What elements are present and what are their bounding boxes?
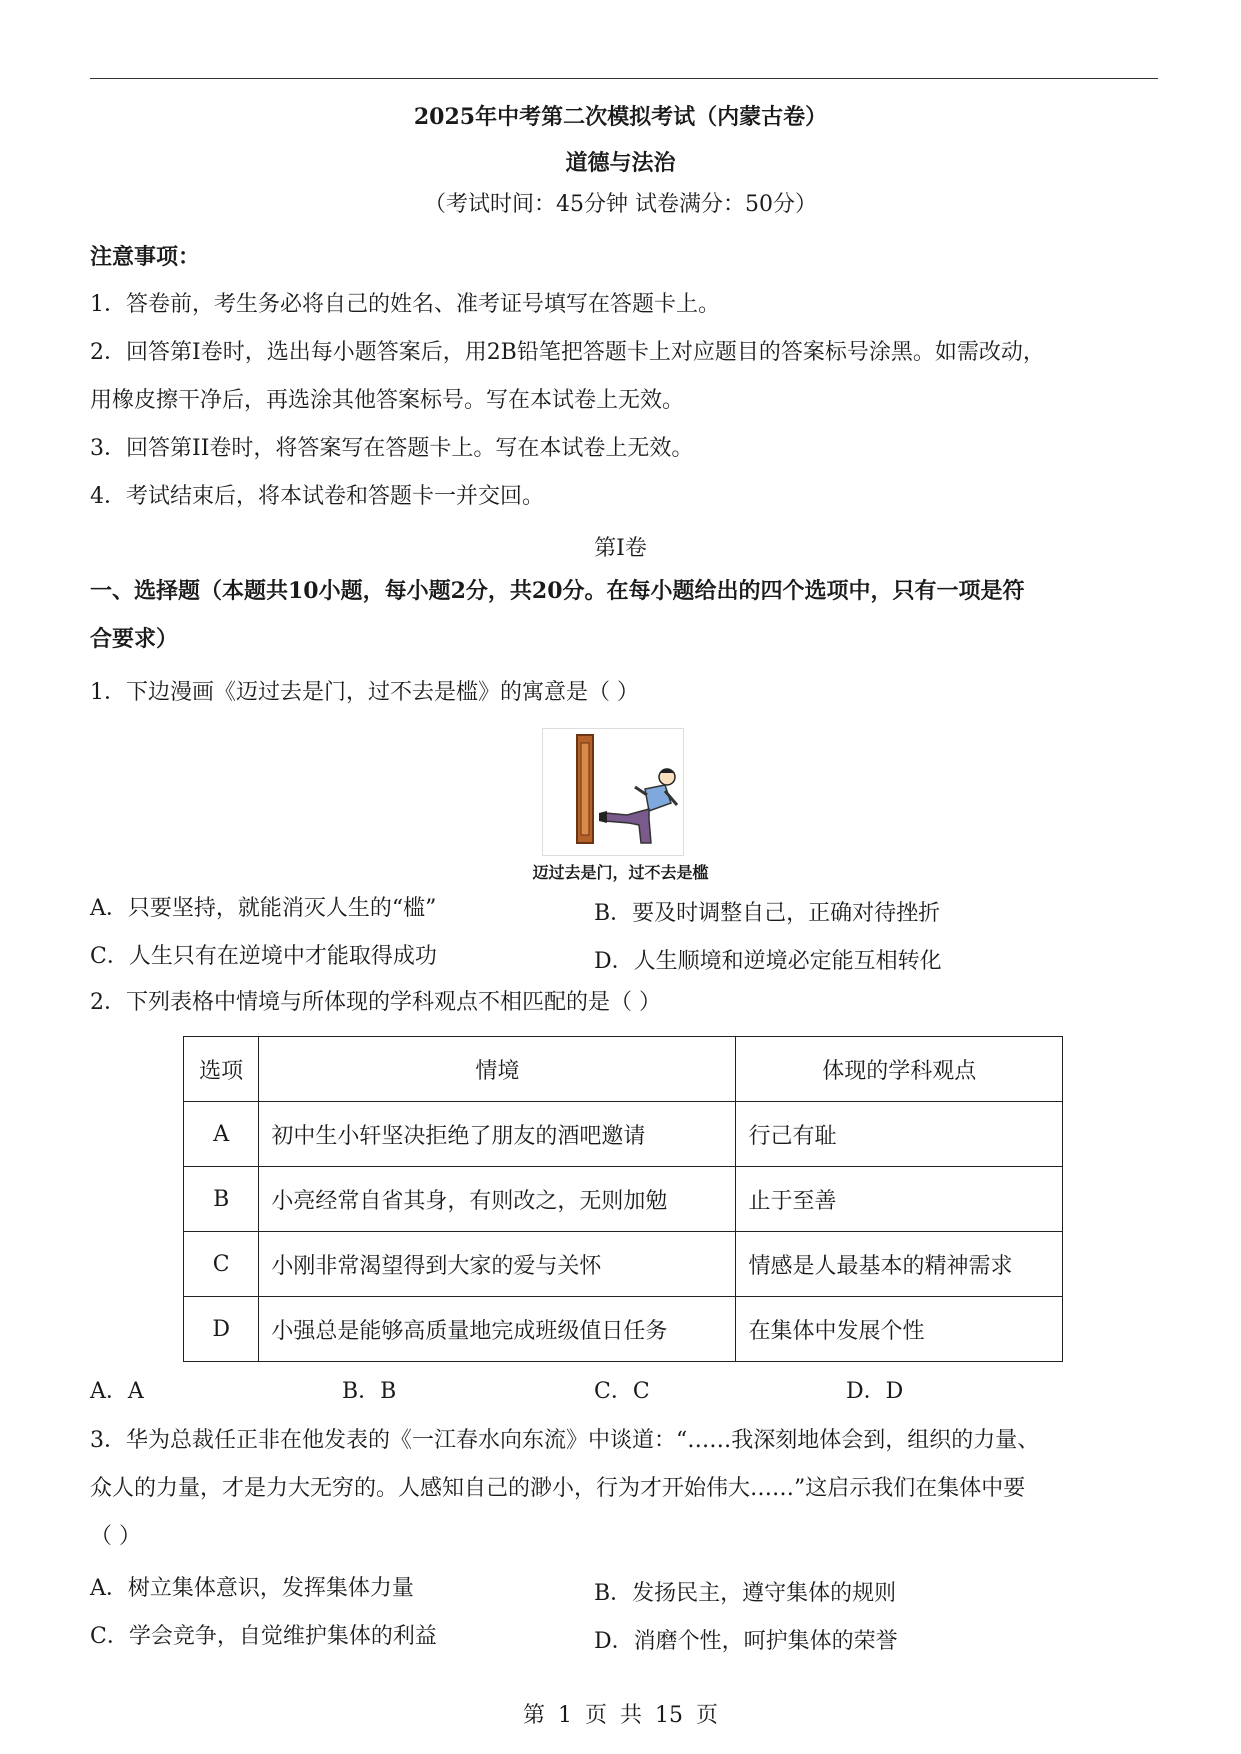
- note-item: 2．回答第I卷时，选出每小题答案后，用2B铅笔把答题卡上对应题目的答案标号涂黑。如需改动，: [90, 340, 1045, 365]
- exam-title: 2025年中考第二次模拟考试（内蒙古卷）: [413, 104, 828, 130]
- person-hair-icon: [659, 769, 675, 773]
- table-cell: 行己有耻: [736, 1102, 1063, 1167]
- q2-option-d: D．D: [846, 1379, 904, 1404]
- table-cell: 小强总是能够高质量地完成班级值日任务: [259, 1297, 736, 1362]
- section-heading-cont: 合要求）: [90, 626, 179, 652]
- cartoon-caption: 迈过去是门，过不去是槛: [532, 863, 709, 882]
- table-cell: 在集体中发展个性: [736, 1297, 1063, 1362]
- subject-title: 道德与法治: [565, 150, 676, 176]
- person-pants-icon: [605, 809, 651, 843]
- q3-option-d: D．消磨个性，呵护集体的荣誉: [594, 1629, 898, 1654]
- table-row: [184, 1102, 1063, 1167]
- q1-option-d: D．人生顺境和逆境必定能互相转化: [594, 949, 942, 974]
- note-item: 4．考试结束后，将本试卷和答题卡一并交回。: [90, 484, 544, 509]
- note-item: 3．回答第II卷时，将答案写在答题卡上。写在本试卷上无效。: [90, 436, 694, 461]
- table-row: [184, 1297, 1063, 1362]
- person-shoe-icon: [599, 811, 607, 823]
- exam-info: （考试时间：45分钟 试卷满分：50分）: [424, 192, 817, 217]
- q1-stem: 1．下边漫画《迈过去是门，过不去是槛》的寓意是（ ）: [90, 680, 639, 705]
- top-rule: [90, 78, 1158, 79]
- door-threshold-cartoon-icon: [542, 728, 684, 856]
- table-cell: A: [184, 1102, 259, 1167]
- table-header: 体现的学科观点: [736, 1037, 1063, 1102]
- table-cell: 小刚非常渴望得到大家的爱与关怀: [259, 1232, 736, 1297]
- q3-stem-line2: 众人的力量，才是力大无穷的。人感知自己的渺小，行为才开始伟大……”这启示我们在集体中要: [90, 1476, 1026, 1501]
- q1-option-c: C．人生只有在逆境中才能取得成功: [90, 944, 437, 969]
- table-cell: 止于至善: [736, 1167, 1063, 1232]
- page-number: 第 1 页 共 15 页: [523, 1703, 718, 1728]
- q1-option-b: B．要及时调整自己，正确对待挫折: [594, 901, 941, 926]
- q1-option-a: A．只要坚持，就能消灭人生的“槛”: [90, 896, 437, 921]
- q2-table: [183, 1036, 1063, 1362]
- q2-option-c: C．C: [594, 1379, 650, 1404]
- person-shirt-icon: [645, 785, 671, 811]
- part-title: 第I卷: [594, 536, 647, 561]
- table-cell: 初中生小轩坚决拒绝了朋友的酒吧邀请: [259, 1102, 736, 1167]
- table-row: [184, 1232, 1063, 1297]
- note-item: 用橡皮擦干净后，再选涂其他答案标号。写在本试卷上无效。: [90, 388, 685, 413]
- q3-stem-line3: （ ）: [90, 1524, 141, 1549]
- table-header-row: [184, 1037, 1063, 1102]
- table-header: 选项: [184, 1037, 259, 1102]
- table-cell: D: [184, 1297, 259, 1362]
- q2-option-a: A．A: [90, 1379, 144, 1404]
- q2-option-b: B．B: [342, 1379, 397, 1404]
- table-cell: 情感是人最基本的精神需求: [736, 1232, 1063, 1297]
- table-row: [184, 1167, 1063, 1232]
- section-heading: 一、选择题（本题共10小题，每小题2分，共20分。在每小题给出的四个选项中，只有一项是符: [90, 578, 1025, 604]
- q2-stem: 2．下列表格中情境与所体现的学科观点不相匹配的是（ ）: [90, 990, 661, 1015]
- q3-option-a: A．树立集体意识，发挥集体力量: [90, 1576, 414, 1601]
- note-item: 1．答卷前，考生务必将自己的姓名、准考证号填写在答题卡上。: [90, 292, 720, 317]
- table-cell: B: [184, 1167, 259, 1232]
- notes-heading: 注意事项：: [90, 244, 201, 270]
- table-cell: 小亮经常自省其身，有则改之，无则加勉: [259, 1167, 736, 1232]
- q3-option-b: B．发扬民主，遵守集体的规则: [594, 1581, 897, 1606]
- table-cell: C: [184, 1232, 259, 1297]
- door-panel-icon: [581, 743, 589, 835]
- q3-stem-line1: 3．华为总裁任正非在他发表的《一江春水向东流》中谈道：“……我深刻地体会到，组织的力量、: [90, 1428, 1040, 1453]
- table-header: 情境: [259, 1037, 736, 1102]
- q3-option-c: C．学会竞争，自觉维护集体的利益: [90, 1624, 437, 1649]
